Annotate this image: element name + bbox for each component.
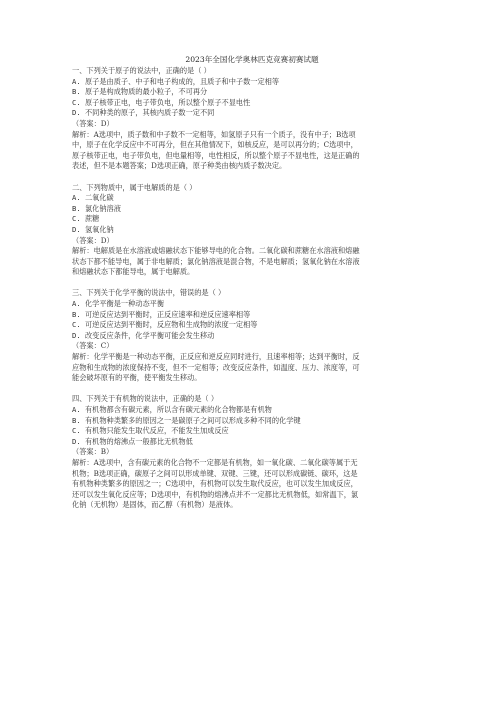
explanation-line: 状态下都不能导电，属于非电解质；氯化钠溶液是混合物，不是电解质；氢氧化钠在水溶液 [72,256,360,266]
option-letter: D. [72,108,81,118]
explanation-line: 解析：电解质是在水溶液或熔融状态下能够导电的化合物。二氧化碳和蔗糖在水溶液和熔融 [72,246,360,256]
explanation-line: 机物；B选项正确，碳原子之间可以形成单键、双键、三键，还可以形成碳链、碳环，这是 [72,468,358,478]
option-text: 原子是构成物质的最小粒子，不可再分 [84,87,208,97]
option-text: 有机物只能发生取代反应，不能发生加成反应 [84,426,229,436]
option-c [72,214,432,225]
answer-text: （答案：B） [72,447,114,457]
option-d [72,437,432,448]
section-spacer [72,172,432,183]
option-text: 氯化钠溶液 [84,203,121,213]
option-letter: C. [72,320,81,330]
option-b [72,416,432,427]
question-section-2 [72,183,432,278]
option-text: 有机物的熔沸点一般都比无机物低 [84,436,193,446]
option-letter: D. [72,224,81,234]
option-letter: B. [72,87,81,97]
option-b [72,204,432,215]
option-letter: B. [72,309,81,319]
option-letter: A. [72,76,81,86]
explanation-line: 有机物种类繁多的原因之一；C选项中，有机物可以发生取代反应，也可以发生加成反应， [72,479,358,489]
option-letter: C. [72,97,81,107]
option-text: 蔗糖 [84,214,100,224]
option-text: 不同种类的原子，其核内质子数一定不同 [84,108,215,118]
question-section-4 [72,394,432,511]
question-section-3 [72,288,432,383]
question-text: 四、下列关于有机物的说法中，正确的是（ ） [72,394,219,404]
answer-text: （答案：D） [72,235,114,245]
question-text: 一、下列关于原子的说法中，正确的是（ ） [72,66,211,75]
question-section-1 [72,66,432,172]
option-d [72,331,432,342]
answer-text: （答案：D） [72,118,114,128]
explanation-line: 解析：化学平衡是一种动态平衡，正反应和逆反应同时进行，且速率相等；达到平衡时，反 [72,352,360,362]
option-c [72,320,432,331]
explanation-line: 还可以发生氧化反应等；D选项中，有机物的熔沸点并不一定都比无机物低，如常温下，氯 [72,489,359,499]
explanation-line: 和熔融状态下都能导电，属于电解质。 [72,267,195,277]
option-letter: B. [72,203,81,213]
option-letter: A. [72,299,81,309]
explanation-line: 表述，但不是本题答案；D选项正确，原子种类由核内质子数决定。 [72,161,287,171]
explanation-line: 能会破坏原有的平衡，使平衡发生移动。 [72,373,202,383]
option-a [72,299,432,310]
option-c [72,426,432,437]
explanation-line: 原子核带正电，电子带负电，但电量相等，电性相反，所以整个原子不显电性，这是正确的 [72,150,360,160]
option-text: 可逆反应达到平衡时，正反应速率和逆反应速率相等 [84,309,251,319]
option-text: 原子核带正电，电子带负电，所以整个原子不显电性 [84,97,251,107]
option-b [72,310,432,321]
option-letter: D. [72,330,81,340]
document-title: 2023年全国化学奥林匹克竞赛初赛试题 [185,55,319,64]
option-d [72,225,432,236]
section-spacer [72,384,432,395]
section-spacer [72,278,432,289]
explanation-line: 中，原子在化学反应中不可再分，但在其他情况下，如核反应，是可以再分的；C选项中， [72,140,358,150]
question-text: 二、下列物质中，属于电解质的是（ ） [72,182,197,192]
option-a [72,77,432,88]
option-text: 有机物都含有碳元素，所以含有碳元素的化合物都是有机物 [84,405,272,414]
answer-text: （答案：C） [72,341,114,351]
option-text: 原子是由质子、中子和电子构成的，且质子和中子数一定相等 [84,76,280,86]
option-text: 可逆反应达到平衡时，反应物和生成物的浓度一定相等 [84,320,258,330]
option-letter: C. [72,426,81,436]
option-b [72,87,432,98]
explanation-line: 解析：A选项中，含有碳元素的化合物不一定都是有机物，如一氧化碳、二氧化碳等属于无 [72,457,358,467]
option-d [72,108,432,119]
option-letter: D. [72,436,81,446]
explanation-line: 化钠（无机物）是固体，而乙醇（有机物）是液体。 [72,500,238,510]
option-text: 二氧化碳 [84,193,114,203]
option-text: 有机物种类繁多的原因之一是碳原子之间可以形成多种不同的化学键 [84,415,301,425]
option-letter: A. [72,193,81,203]
option-text: 化学平衡是一种动态平衡 [84,299,165,309]
option-letter: A. [72,405,81,414]
option-c [72,98,432,109]
option-text: 改变反应条件，化学平衡可能会发生移动 [84,330,215,340]
option-a [72,193,432,204]
option-letter: B. [72,415,81,425]
explanation-line: 应物和生成物的浓度保持不变，但不一定相等；改变反应条件，如温度、压力、浓度等，可 [72,362,360,372]
option-letter: C. [72,214,81,224]
question-text: 三、下列关于化学平衡的说法中，错误的是（ ） [72,288,226,298]
option-a [72,405,432,416]
explanation-line: 解析：A选项中，质子数和中子数不一定相等，如氢原子只有一个质子，没有中子；B选项 [72,129,356,139]
option-text: 氢氧化钠 [84,224,114,234]
